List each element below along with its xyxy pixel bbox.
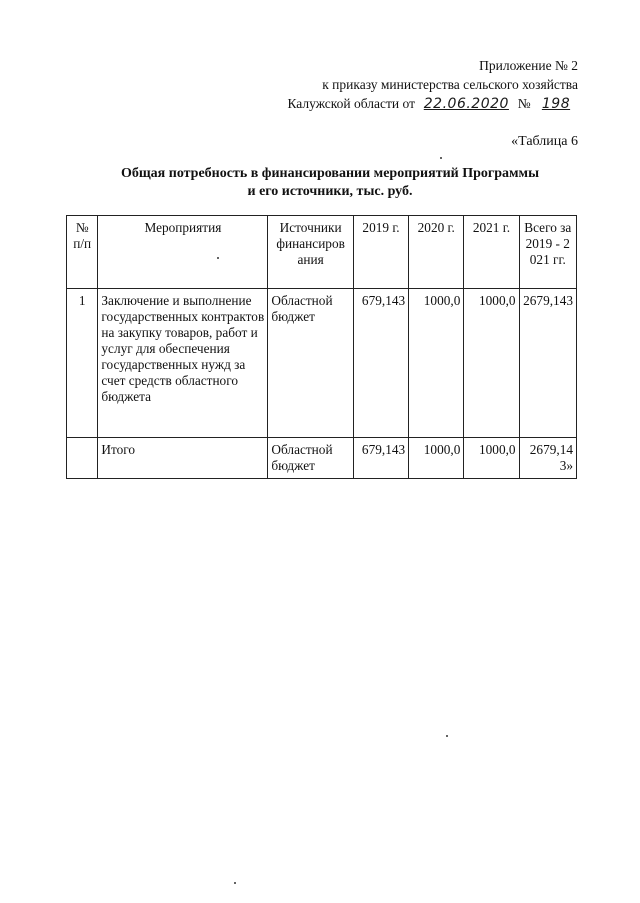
cell-2020: 1000,0 <box>409 438 464 479</box>
title-line-1: Общая потребность в финансировании мероприятий Программы <box>120 166 540 181</box>
cell-number <box>67 438 98 479</box>
cell-event: Итого <box>98 438 268 479</box>
document-title <box>95 165 565 201</box>
order-reference: к приказу министерства сельского хозяйства <box>322 77 578 92</box>
title-line-2: и его источники, тыс. руб. <box>247 184 413 199</box>
region-label: Калужской области от <box>287 96 415 111</box>
header-2019: 2019 г. <box>353 216 408 289</box>
header-total: Всего за 2019 - 2021 гг. <box>519 216 576 289</box>
cell-2019: 679,143 <box>353 289 408 438</box>
cell-source: Областной бюджет <box>268 289 354 438</box>
header-sources: Источники финансиров ания <box>268 216 354 289</box>
handwritten-number: 198 <box>541 96 571 112</box>
table-header-row <box>67 216 577 289</box>
financing-table <box>66 215 577 479</box>
table-row <box>67 289 577 438</box>
document-header <box>287 56 578 114</box>
cell-2021: 1000,0 <box>464 289 519 438</box>
cell-total: 2679,143 <box>519 289 576 438</box>
scan-speck <box>234 882 236 884</box>
scan-speck <box>440 157 442 159</box>
cell-2019: 679,143 <box>353 438 408 479</box>
cell-2021: 1000,0 <box>464 438 519 479</box>
header-2021: 2021 г. <box>464 216 519 289</box>
handwritten-date: 22.06.2020 <box>423 96 509 112</box>
number-label: № <box>517 96 531 111</box>
cell-total: 2679,143» <box>519 438 576 479</box>
scan-speck <box>446 735 448 737</box>
cell-source: Областной бюджет <box>268 438 354 479</box>
order-date-line <box>287 94 578 114</box>
cell-event: Заключение и выполнение государственных контрактов на закупку товаров, работ и услуг для обеспечения государственных нужд за счет средств областного бюджета <box>98 289 268 438</box>
table-label: «Таблица 6 <box>511 134 578 149</box>
cell-2020: 1000,0 <box>409 289 464 438</box>
appendix-label: Приложение № 2 <box>479 58 578 73</box>
header-number: № п/п <box>67 216 98 289</box>
header-events: Мероприятия <box>98 216 268 289</box>
scan-speck <box>217 257 219 259</box>
cell-number: 1 <box>67 289 98 438</box>
header-2020: 2020 г. <box>409 216 464 289</box>
table-row-total <box>67 438 577 479</box>
